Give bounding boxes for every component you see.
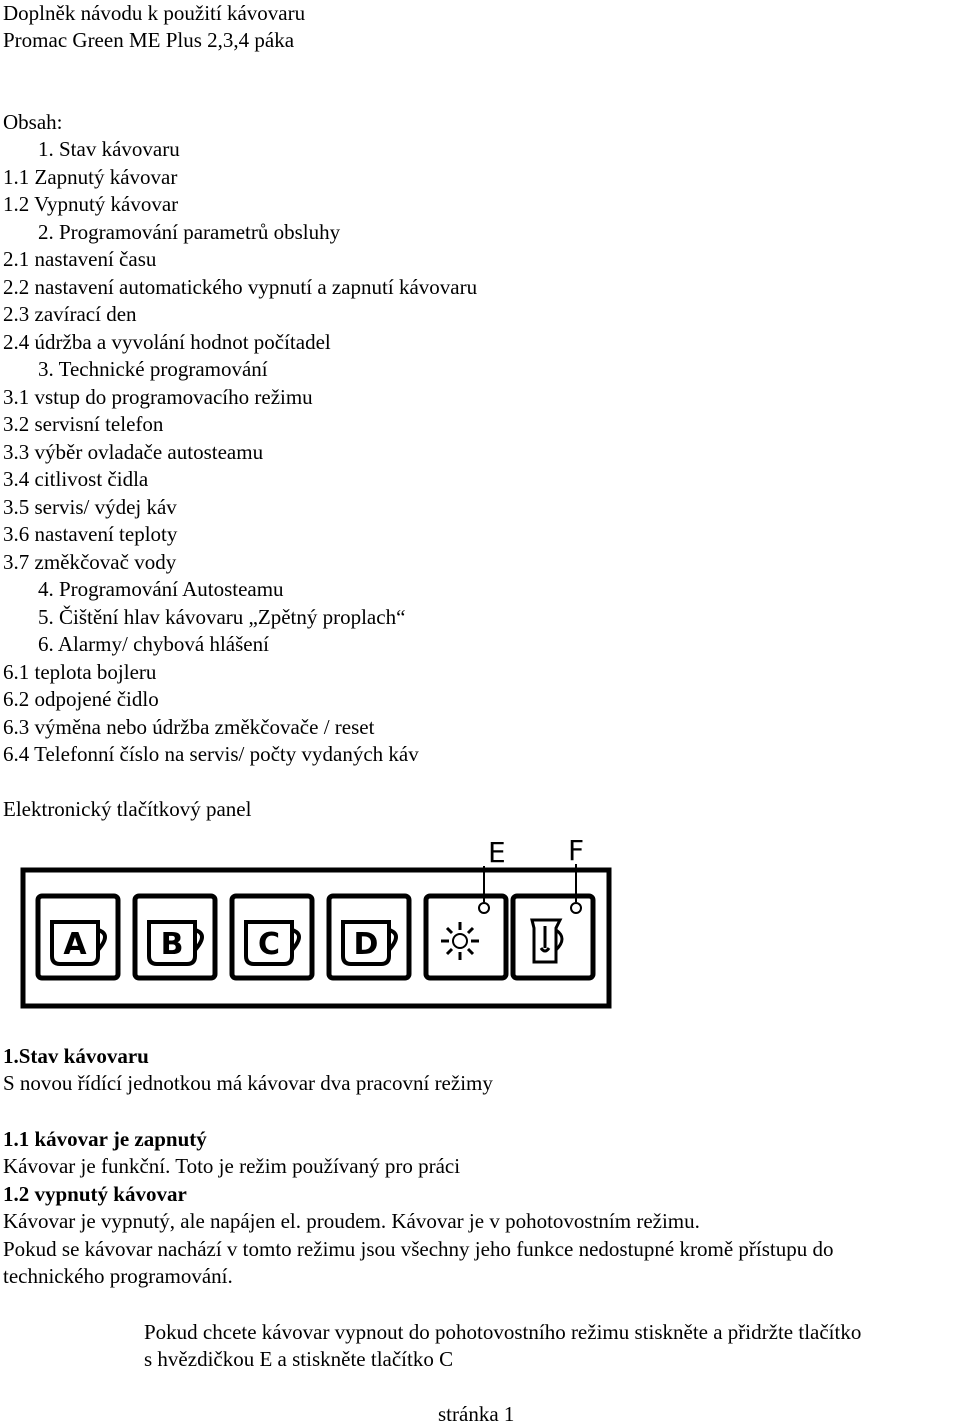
paragraph: technického programování. xyxy=(3,1264,233,1288)
coffee-button-c[interactable] xyxy=(232,896,312,978)
subsection-heading: 1.1 kávovar je zapnutý xyxy=(3,1127,207,1151)
note-paragraph: s hvězdičkou E a stiskněte tlačítko C xyxy=(144,1347,454,1371)
button-panel-illustration xyxy=(20,838,612,1010)
toc-item: 4. Programování Autosteamu xyxy=(38,577,284,601)
toc-item: 3.1 vstup do programovacího režimu xyxy=(3,385,313,409)
button-letter: D xyxy=(353,927,379,962)
button-letter: B xyxy=(160,927,184,962)
coffee-button-b[interactable] xyxy=(135,896,215,978)
toc-item: 2.2 nastavení automatického vypnutí a zapnutí kávovaru xyxy=(3,275,478,299)
paragraph: Pokud se kávovar nachází v tomto režimu jsou všechny jeho funkce nedostupné kromě přístupu do xyxy=(3,1237,834,1261)
callout-label-f: F xyxy=(568,838,585,867)
toc-item: 2.4 údržba a vyvolání hodnot počítadel xyxy=(3,330,331,354)
toc-item: 3.7 změkčovač vody xyxy=(3,550,177,574)
toc-item: 1.1 Zapnutý kávovar xyxy=(3,165,178,189)
coffee-button-a[interactable] xyxy=(38,896,118,978)
toc-item: 3.6 nastavení teploty xyxy=(3,522,178,546)
toc-item: 1. Stav kávovaru xyxy=(38,137,180,161)
doc-title-line-2: Promac Green ME Plus 2,3,4 páka xyxy=(3,28,295,52)
toc-item: 6.2 odpojené čidlo xyxy=(3,687,159,711)
callout-label-e: E xyxy=(488,838,506,869)
paragraph: Kávovar je funkční. Toto je režim používaný pro práci xyxy=(3,1154,461,1178)
star-button-e[interactable] xyxy=(426,896,506,978)
toc-item: 3.5 servis/ výdej káv xyxy=(3,495,177,519)
indicator-led-e xyxy=(479,903,489,913)
page-number: stránka 1 xyxy=(438,1402,515,1426)
toc-item: 2. Programování parametrů obsluhy xyxy=(38,220,341,244)
toc-item: 3.4 citlivost čidla xyxy=(3,467,149,491)
indicator-led-f xyxy=(571,903,581,913)
paragraph: Kávovar je vypnutý, ale napájen el. proudem. Kávovar je v pohotovostním režimu. xyxy=(3,1209,700,1233)
toc-item: 1.2 Vypnutý kávovar xyxy=(3,192,179,216)
paragraph: S novou řídící jednotkou má kávovar dva pracovní režimy xyxy=(3,1071,493,1095)
star-icon xyxy=(441,922,479,960)
subsection-heading: 1.2 vypnutý kávovar xyxy=(3,1182,187,1206)
toc-item: 5. Čištění hlav kávovaru „Zpětný proplach“ xyxy=(38,605,406,629)
coffee-button-d[interactable] xyxy=(329,896,409,978)
milk-button-f[interactable] xyxy=(513,896,593,978)
toc-item: 3.2 servisní telefon xyxy=(3,412,164,436)
toc-item: 6.3 výměna nebo údržba změkčovače / reset xyxy=(3,715,375,739)
toc-item: 2.1 nastavení času xyxy=(3,247,157,271)
note-paragraph: Pokud chcete kávovar vypnout do pohotovostního režimu stiskněte a přidržte tlačítko xyxy=(144,1320,862,1344)
toc-item: 3. Technické programování xyxy=(38,357,268,381)
button-letter: A xyxy=(63,927,87,962)
toc-item: 6.4 Telefonní číslo na servis/ počty vydaných káv xyxy=(3,742,419,766)
toc-item: 6.1 teplota bojleru xyxy=(3,660,157,684)
toc-heading: Obsah: xyxy=(3,110,63,134)
section-heading: 1.Stav kávovaru xyxy=(3,1044,149,1068)
button-letter: C xyxy=(257,927,281,962)
panel-title: Elektronický tlačítkový panel xyxy=(3,797,252,821)
toc-item: 2.3 zavírací den xyxy=(3,302,137,326)
toc-item: 6. Alarmy/ chybová hlášení xyxy=(38,632,269,656)
doc-title-line-1: Doplněk návodu k použití kávovaru xyxy=(3,1,306,25)
milk-jug-icon xyxy=(532,920,562,962)
toc-item: 3.3 výběr ovladače autosteamu xyxy=(3,440,264,464)
